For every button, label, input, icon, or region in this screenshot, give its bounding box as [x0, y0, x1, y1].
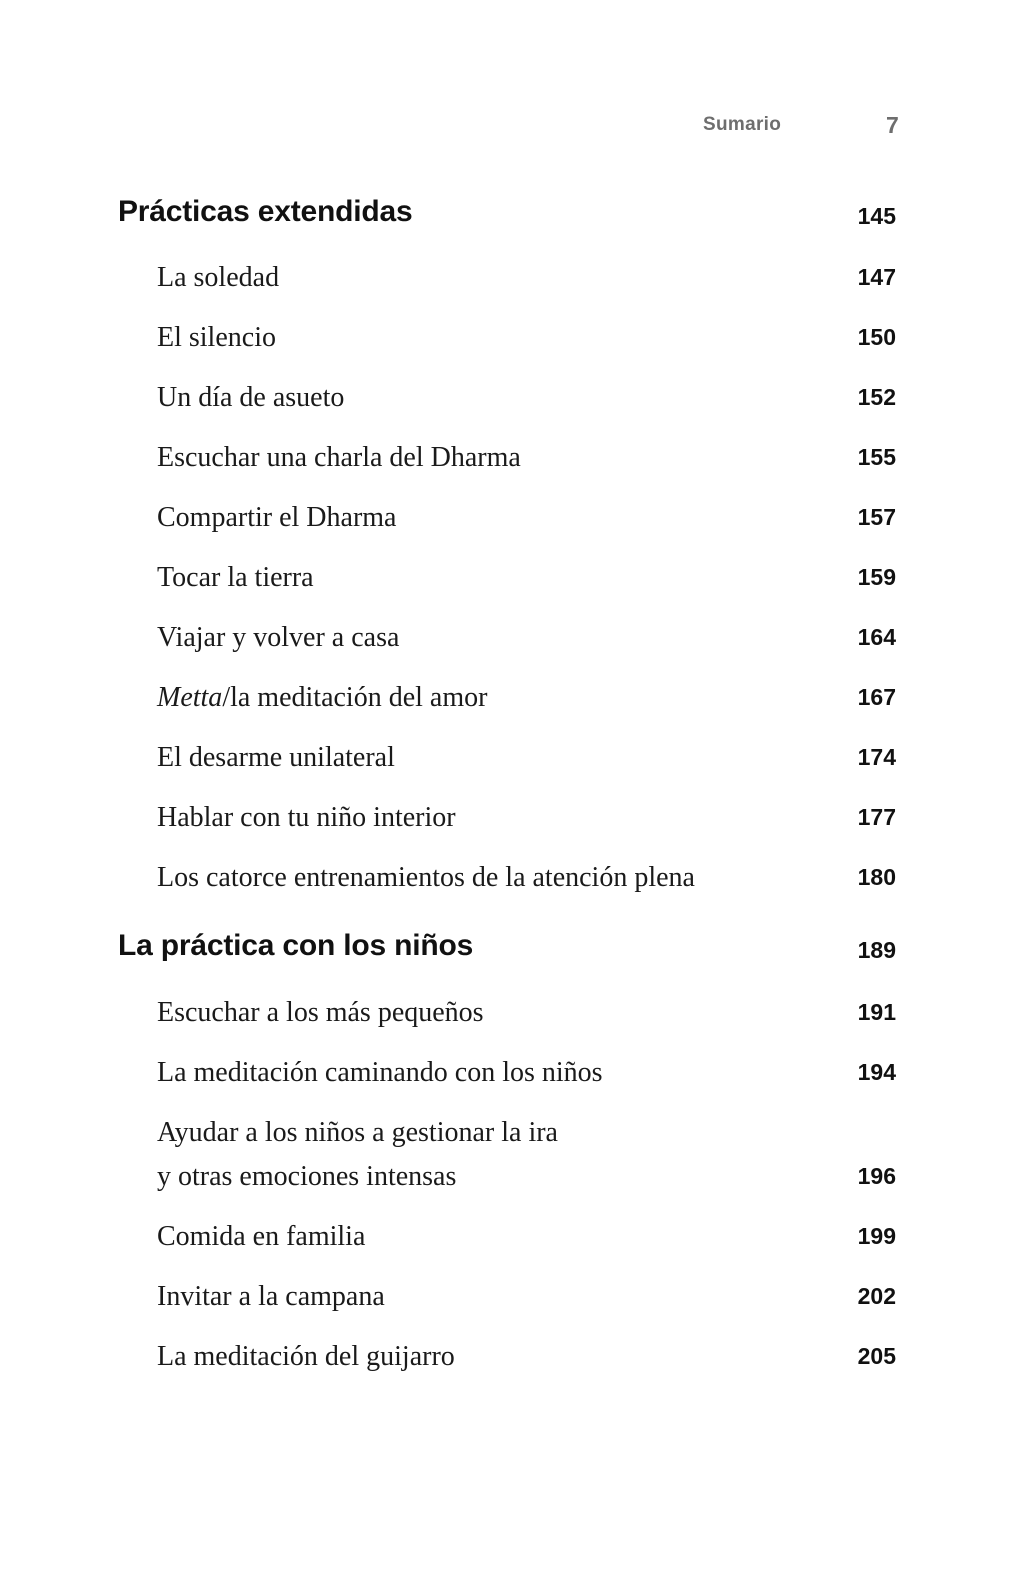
running-head-title: Sumario	[703, 114, 782, 135]
toc-entry-page-number: 147	[857, 264, 896, 290]
toc-entry-page-number: 191	[857, 999, 896, 1025]
toc-entry-title: El silencio	[157, 322, 276, 353]
toc-entry-title: Ayudar a los niños a gestionar la ira	[157, 1117, 558, 1148]
toc-entry-page-number: 159	[857, 564, 896, 590]
section-title: Prácticas extendidas	[118, 195, 413, 228]
toc-entry-page-number: 157	[857, 504, 896, 530]
toc-entry-title: Invitar a la campana	[157, 1281, 385, 1312]
toc-entry-title: Tocar la tierra	[157, 562, 314, 593]
toc-entry-page-number: 155	[857, 444, 896, 470]
toc-entry-page-number: 196	[857, 1163, 896, 1189]
running-head	[0, 112, 1024, 142]
toc-entry-page-number: 194	[857, 1059, 896, 1085]
toc-entry-page-number: 164	[857, 624, 896, 650]
toc-entry-title-italic: Metta	[157, 682, 223, 713]
toc-entry-page-number: 177	[857, 804, 896, 830]
toc-entry-title: Compartir el Dharma	[157, 502, 397, 533]
toc-entry-page-number: 167	[857, 684, 896, 710]
section-page-number: 189	[857, 937, 896, 963]
toc-entry-title: El desarme unilateral	[157, 742, 395, 773]
toc-entry-title-line2: y otras emociones intensas	[157, 1161, 457, 1192]
toc-entry-title: Viajar y volver a casa	[157, 622, 400, 653]
toc-entry-title: Un día de asueto	[157, 382, 345, 413]
toc-entry-title: Los catorce entrenamientos de la atención plena	[157, 862, 695, 893]
toc-entry-page-number: 152	[857, 384, 896, 410]
toc-entry-title-rest: /la meditación del amor	[222, 682, 488, 713]
section-title: La práctica con los niños	[118, 929, 474, 962]
toc-entry-title: La meditación del guijarro	[157, 1341, 455, 1372]
toc-entry-page-number: 174	[857, 744, 896, 770]
toc-entry-title: La meditación caminando con los niños	[157, 1057, 603, 1088]
toc-entry-page-number: 202	[857, 1283, 896, 1309]
toc-entry-page-number: 205	[857, 1343, 896, 1369]
section-page-number: 145	[857, 203, 896, 229]
toc-entry-page-number: 150	[857, 324, 896, 350]
toc-entry-title: Escuchar a los más pequeños	[157, 997, 484, 1028]
toc-entry-title: Comida en familia	[157, 1221, 366, 1252]
toc-entry-title	[157, 676, 487, 719]
toc-entry-page-number: 180	[857, 864, 896, 890]
toc-entry-title: La soledad	[157, 262, 280, 293]
toc-entry-title: Escuchar una charla del Dharma	[157, 442, 521, 473]
running-head-page-number: 7	[886, 112, 899, 138]
toc-entry-title: Hablar con tu niño interior	[157, 802, 456, 833]
toc-entry-page-number: 199	[857, 1223, 896, 1249]
